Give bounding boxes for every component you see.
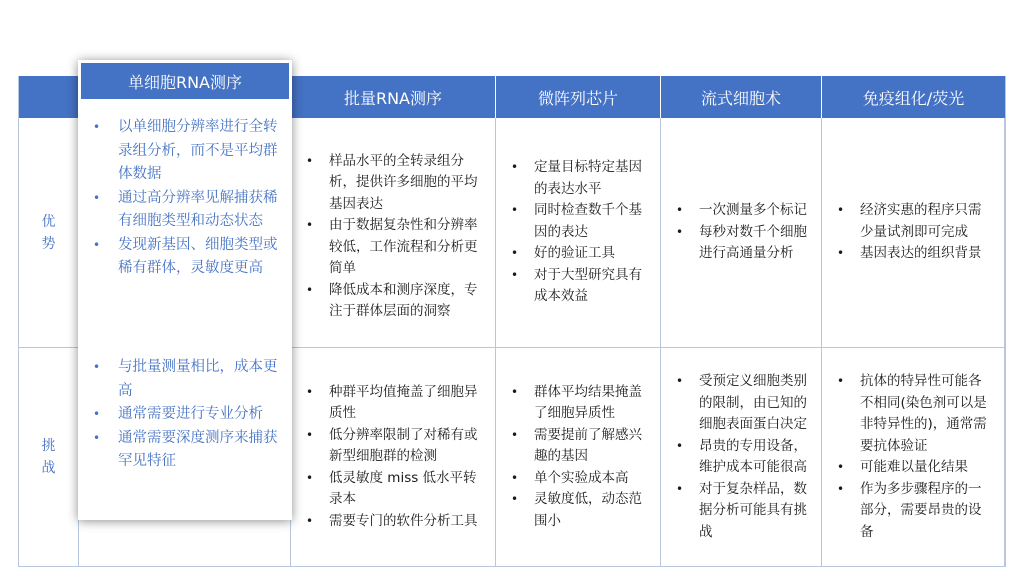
- list-item: • 经济实惠的程序只需少量试剂即可完成: [834, 200, 992, 243]
- cell-bulk-advantages: [291, 118, 496, 348]
- list-item: • 种群平均值掩盖了细胞异质性: [303, 382, 483, 425]
- list-item: • 可能难以量化结果: [834, 457, 992, 479]
- list-item: • 需要专门的软件分析工具: [303, 511, 483, 533]
- list-item: • 发现新基因、细胞类型或稀有群体，灵敏度更高: [90, 234, 284, 281]
- list-item: • 同时检查数千个基因的表达: [508, 200, 648, 243]
- list-item: • 样品水平的全转录组分析，提供许多细胞的平均基因表达: [303, 151, 483, 216]
- cell-ihc-advantages: [822, 118, 1005, 348]
- list-item: • 通过高分辨率见解捕获稀有细胞类型和动态状态: [90, 187, 284, 234]
- list-item: • 由于数据复杂性和分辨率较低，工作流程和分析更简单: [303, 215, 483, 280]
- cell-flow-challenges: [661, 348, 822, 566]
- cell-microarray-advantages: [496, 118, 661, 348]
- list-item: • 抗体的特异性可能各不相同(染色剂可以是非特异性的)，通常需要抗体验证: [834, 371, 992, 457]
- cell-flow-advantages: [661, 118, 822, 348]
- list-item: • 低分辨率限制了对稀有或新型细胞群的检测: [303, 425, 483, 468]
- header-ihc-if: 免疫组化/荧光: [822, 76, 1005, 118]
- list-item: • 好的验证工具: [508, 243, 648, 265]
- cell-bulk-challenges: [291, 348, 496, 566]
- row-label-challenges: 挑战: [19, 348, 79, 566]
- list-item: • 基因表达的组织背景: [834, 243, 992, 265]
- scrna-challenges: [90, 356, 284, 474]
- list-item: • 低灵敏度 miss 低水平转录本: [303, 468, 483, 511]
- list-item: • 与批量测量相比，成本更高: [90, 356, 284, 403]
- highlighted-column-scrna: [78, 60, 292, 520]
- list-item: • 灵敏度低，动态范围小: [508, 489, 648, 532]
- list-item: • 降低成本和测序深度，专注于群体层面的洞察: [303, 280, 483, 323]
- list-item: • 昂贵的专用设备，维护成本可能很高: [673, 436, 809, 479]
- list-item: • 作为多步骤程序的一部分，需要昂贵的设备: [834, 479, 992, 544]
- list-item: • 对于复杂样品，数据分析可能具有挑战: [673, 479, 809, 544]
- list-item: • 定量目标特定基因的表达水平: [508, 157, 648, 200]
- list-item: • 通常需要进行专业分析: [90, 403, 284, 427]
- header-microarray: 微阵列芯片: [496, 76, 661, 118]
- header-corner: [19, 76, 79, 118]
- cell-ihc-challenges: [822, 348, 1005, 566]
- list-item: • 以单细胞分辨率进行全转录组分析，而不是平均群体数据: [90, 116, 284, 187]
- list-item: • 受预定义细胞类别的限制，由已知的细胞表面蛋白决定: [673, 371, 809, 436]
- list-item: • 需要提前了解感兴趣的基因: [508, 425, 648, 468]
- list-item: • 通常需要深度测序来捕获罕见特征: [90, 427, 284, 474]
- cell-microarray-challenges: [496, 348, 661, 566]
- scrna-advantages: [90, 116, 284, 281]
- list-item: • 每秒对数千个细胞进行高通量分析: [673, 222, 809, 265]
- list-item: • 群体平均结果掩盖了细胞异质性: [508, 382, 648, 425]
- header-bulk-rna: 批量RNA测序: [291, 76, 496, 118]
- header-flow-cytometry: 流式细胞术: [661, 76, 822, 118]
- list-item: • 一次测量多个标记: [673, 200, 809, 222]
- list-item: • 单个实验成本高: [508, 468, 648, 490]
- list-item: • 对于大型研究具有成本效益: [508, 265, 648, 308]
- header-scrna: 单细胞RNA测序: [78, 60, 292, 102]
- row-label-advantages: 优势: [19, 118, 79, 348]
